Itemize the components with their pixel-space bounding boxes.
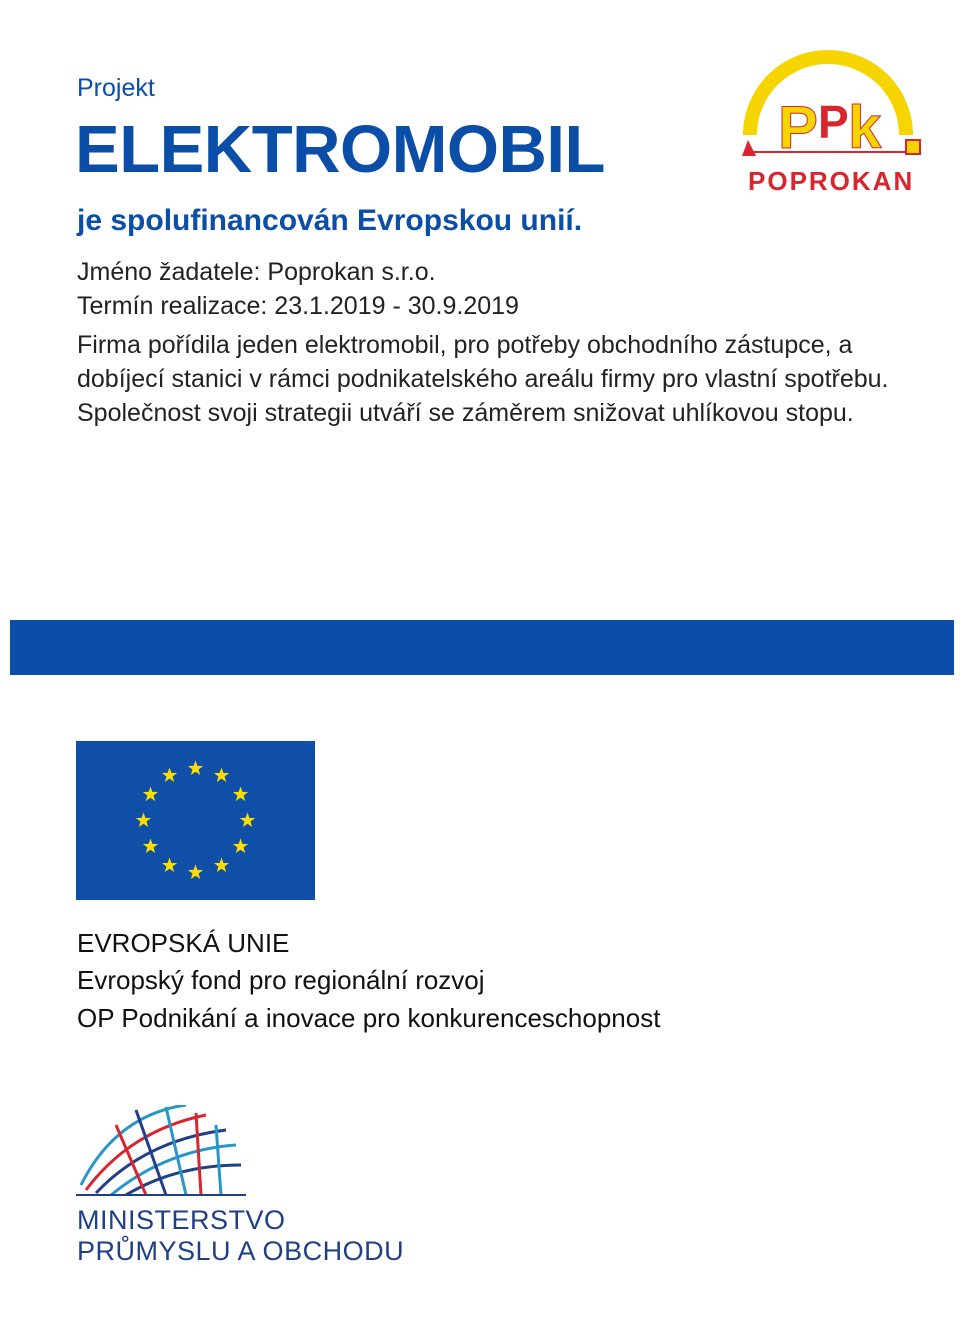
eu-star-icon [143,839,158,853]
eu-star-icon [240,813,255,827]
eu-fund: Evropský fond pro regionální rozvoj [77,965,485,995]
project-description: Firma pořídila jeden elektromobil, pro potřeby obchodního zástupce, a dobíjecí stanici v rámci podnikatelského areálu firmy pro vlastní spotřebu. Společnost svoji strategii utváří se záměrem snižovat uhlíkovou stopu. [77,331,889,427]
poprokan-logo [728,40,928,200]
eu-star-icon [188,865,203,879]
applicant-line: Jméno žadatele: Poprokan s.r.o. [77,258,436,286]
svg-text:P: P [818,96,849,148]
eu-star-icon [233,787,248,801]
eu-programme: OP Podnikání a inovace pro konkurenceschopnost [77,1003,661,1033]
eu-star-icon [214,858,229,872]
svg-text:P: P [778,94,819,161]
eu-star-icon [214,767,229,781]
ministry-name-line2: PRŮMYSLU A OBCHODU [77,1236,405,1266]
blue-band [10,620,954,675]
project-label: Projekt [77,74,155,102]
eu-star-icon [188,761,203,775]
project-subtitle: je spolufinancován Evropskou unií. [77,204,583,237]
svg-text:k: k [848,94,882,161]
eu-star-icon [162,767,177,781]
term-line: Termín realizace: 23.1.2019 - 30.9.2019 [77,292,519,320]
eu-star-icon [233,839,248,853]
eu-name: EVROPSKÁ UNIE [77,928,290,958]
poprokan-logo-text: POPROKAN [748,166,915,196]
eu-flag-icon [76,741,315,900]
eu-star-icon [136,813,151,827]
ministry-name-line1: MINISTERSTVO [77,1205,286,1235]
eu-star-icon [162,858,177,872]
eu-star-icon [143,787,158,801]
project-title: ELEKTROMOBIL [75,112,605,187]
ministry-globe-icon [76,1105,246,1197]
